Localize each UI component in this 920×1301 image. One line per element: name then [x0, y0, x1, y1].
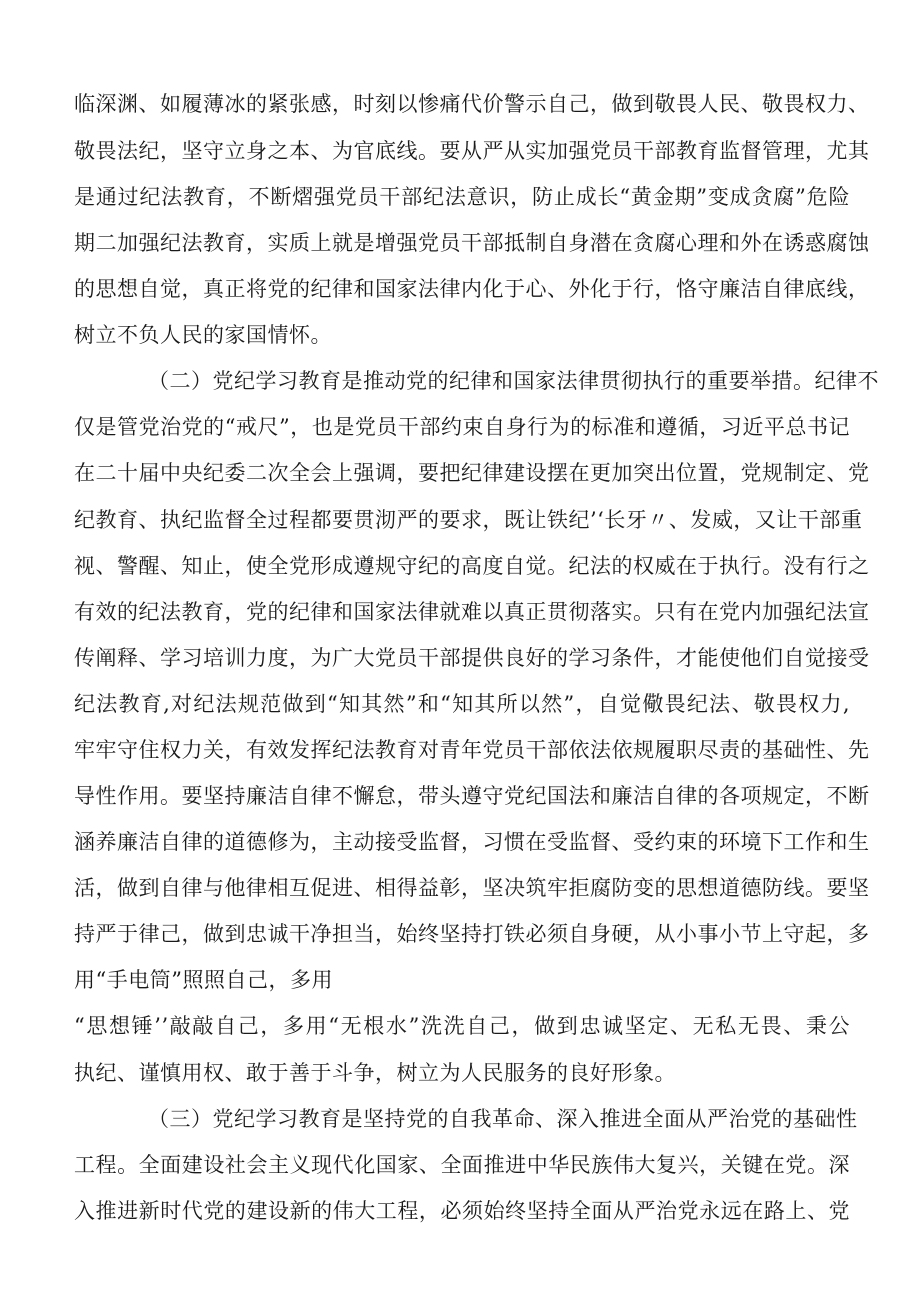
text-line: 牢牢守住权力关，有效发挥纪法教育对青年党员干部依法依规履职尽责的基础性、先 [74, 738, 870, 762]
text-line: 树立不负人民的家国情怀。 [74, 323, 332, 347]
text-line: 用“手电筒”照照自己，多用 [74, 968, 333, 992]
text-line: 的思想自觉，真正将党的纪律和国家法律内化于心、外化于行，恪守廉洁自律底线， [74, 277, 870, 301]
text-line: 纪教育、执纪监督全过程都要贯沏严的要求，既让铁纪’‘长牙〃、发威，又让干部重 [74, 508, 863, 532]
paragraph-heading-2: （二）党纪学习教育是推动党的纪律和国家法律贯彻执行的重要举措。纪律不 [148, 369, 879, 393]
text-line: 活，做到自律与他律相互促进、相得益彰，坚决筑牢拒腐防变的思想道德防线。要坚 [74, 876, 870, 900]
text-line: 导性作用。要坚持廉洁自律不懈怠，带头遵守党纪国法和廉洁自律的各项规定，不断 [74, 784, 870, 808]
text-line: 在二十届中央纪委二次全会上强调，要把纪律建设摆在更加突出位置，党规制定、党 [74, 461, 870, 485]
text-line: 工程。全面建设社会主义现代化国家、全面推进中华民族伟大复兴，关键在党。深 [74, 1153, 850, 1177]
text-line: 传阐释、学习培训力度，为广大党员干部提供良好的学习条件，才能使他们自觉接受 [74, 646, 870, 670]
text-line: “思想锤’’敲敲自己，多用“无根水”洗洗自己，做到忠诚坚定、无私无畏、秉公 [74, 1014, 850, 1038]
text-line: 执纪、谨慎用权、敢于善于斗争，树立为人民服务的良好形象。 [74, 1061, 676, 1085]
text-line: 期二加强纪法教育，实质上就是增强党员干部抵制自身潜在贪腐心理和外在诱惑腐蚀 [74, 231, 870, 255]
text-line: 纪法教育,对纪法规范做到“知其然”和“知其所以然”，自觉儆畏纪法、敬畏权力, [74, 692, 850, 716]
text-line: 视、警醒、知止，使全党形成遵规守纪的高度自觉。纪法的权威在于执行。没有行之 [74, 554, 870, 578]
text-line: 敬畏法纪，坚守立身之本、为官底线。要从严从实加强党员干部教育监督管理，尤其 [74, 139, 870, 163]
text-line: 有效的纪法教育，党的纪律和国家法律就难以真正贯彻落实。只有在党内加强纪法宣 [74, 600, 870, 624]
paragraph-heading-3: （三）党纪学习教育是坚持党的自我革命、深入推进全面从严治党的基础性 [148, 1107, 858, 1131]
text-line: 是通过纪法教育，不断熠强党员干部纪法意识，防止成长“黄金期”变成贪腐”危险 [74, 185, 850, 209]
text-line: 仅是管党治党的“戒尺”，也是党员干部约束自身行为的标准和遵循，习近平总书记 [74, 415, 850, 439]
text-line: 持严于律己，做到忠诚干净担当，始终坚持打铁必须自身硬，从小事小节上守起，多 [74, 922, 870, 946]
text-line: 涵养廉洁自律的道德修为，主动接受监督，习惯在受监督、受约束的环境下工作和生 [74, 830, 870, 854]
text-line: 临深渊、如履薄冰的紧张感，时刻以惨痛代价警示自己，做到敬畏人民、敬畏权力、 [74, 92, 870, 116]
text-line: 入推进新时代党的建设新的伟大工程，必须始终坚持全面从严治党永远在路上、党 [74, 1199, 850, 1223]
